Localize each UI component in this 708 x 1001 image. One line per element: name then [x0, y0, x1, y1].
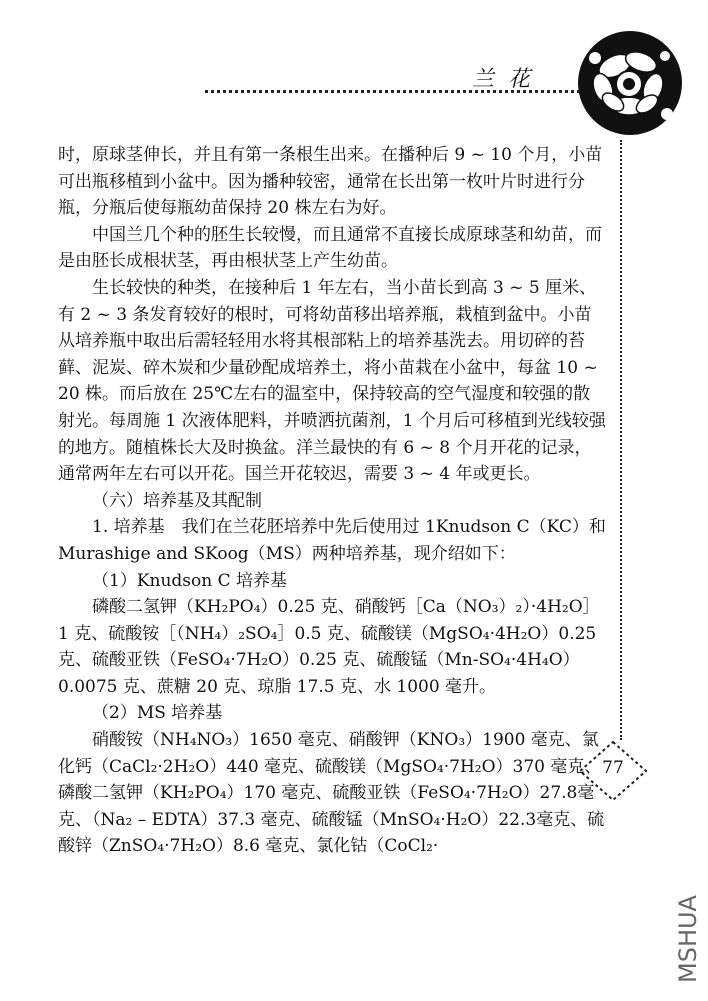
subsection-heading: （2）MS 培养基: [92, 703, 223, 724]
watermark: [672, 885, 704, 985]
header-rule: [205, 90, 580, 93]
paragraph: 1. 培养基 我们在兰花胚培养中先后使用过 1Knudson C（KC）和 Murashige and SKoog（MS）两种培养基，现介绍如下：: [58, 517, 606, 564]
flower-illustration-icon: [575, 28, 685, 138]
paragraph: 硝酸铵（NH₄NO₃）1650 毫克、硝酸钾（KNO₃）1900 毫克、氯化钙（CaCl₂·2H₂O）440 毫克、硫酸镁（MgSO₄·7H₂O）370 毫克、磷酸二氢钾（KH₂PO₄）170 毫克、硫酸亚铁（FeSO₄·7H₂O）27.8毫克、（Na₂ – EDTA）37.3 毫克、硫酸锰（MnSO₄·H₂O）22.3毫克、硫酸锌（ZnSO₄·7H₂O）8.6 毫克、氯化钴（CoCl₂·: [58, 730, 605, 857]
paragraph: 磷酸二氢钾（KH₂PO₄）0.25 克、硝酸钙［Ca（NO₃）₂）·4H₂O］1 克、硫酸铵［（NH₄）₂SO₄］0.5 克、硫酸镁（MgSO₄·4H₂O）0.25 克、硫酸亚铁（FeSO₄·7H₂O）0.25 克、硫酸锰（Mn-SO₄·4H₄O）0.0075 克、蔗糖 20 克、琼脂 17.5 克、水 1000 毫升。: [58, 597, 600, 697]
paragraph: 生长较快的种类，在接种后 1 年左右，当小苗长到高 3 ~ 5 厘米、有 2 ~ 3 条发育较好的根时，可将幼苗移出培养瓶，栽植到盆中。小苗从培养瓶中取出后需轻轻用水将其根部粘上的培养基洗去。用切碎的苔藓、泥炭、碎木炭和少量砂配成培养土，将小苗栽在小盆中，每盆 10 ~ 20 株。而后放在 25℃左右的温室中，保持较高的空气湿度和较强的散射光。每周施 1 次液体肥料，并喷洒抗菌剂，1 个月后可移植到光线较强的地方。随植株长大及时换盆。洋兰最快的有 6 ~ 8 个月开花的记录，通常两年左右可以开花。国兰开花较迟，需要 3 ~ 4 年或更长。: [58, 277, 606, 485]
running-header-title: 兰花: [472, 67, 545, 92]
subsection-heading: （1）Knudson C 培养基: [92, 570, 288, 591]
paragraph: 中国兰几个种的胚生长较慢，而且通常不直接长成原球茎和幼苗，而是由胚长成根状茎，再由根状茎上产生幼苗。: [58, 224, 602, 272]
side-rule: [620, 140, 622, 740]
page-number: 77: [602, 758, 624, 778]
body-text: [58, 142, 606, 860]
section-heading: （六）培养基及其配制: [92, 490, 262, 511]
watermark-text: MSHUA: [674, 895, 702, 983]
paragraph: 时，原球茎伸长，并且有第一条根生出来。在播种后 9 ~ 10 个月，小苗可出瓶移植到小盆中。因为播种较密，通常在长出第一枚叶片时进行分瓶，分瓶后使每瓶幼苗保持 20 株左右为好。: [58, 145, 603, 219]
